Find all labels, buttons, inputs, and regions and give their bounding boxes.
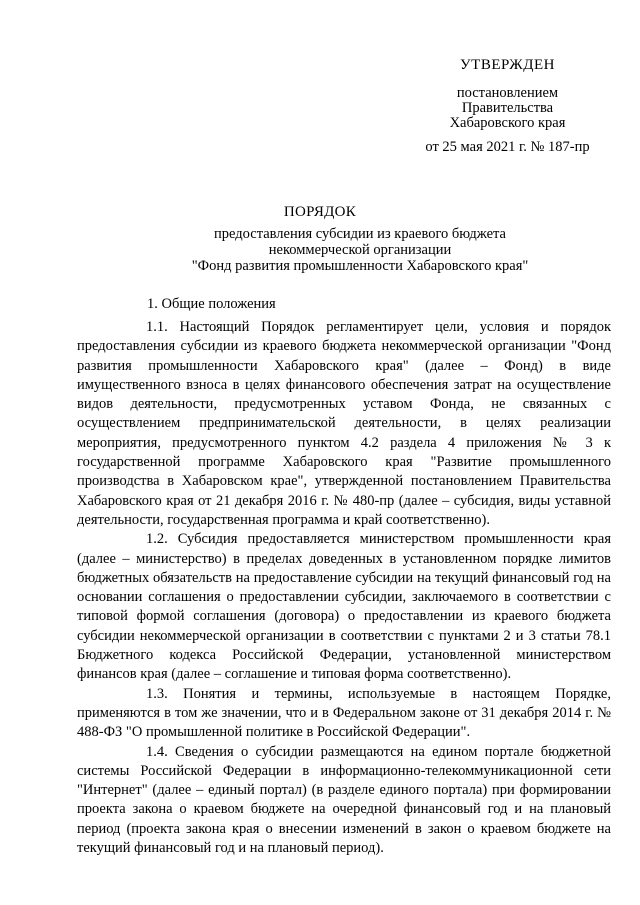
section-heading: 1. Общие положения	[147, 296, 276, 312]
section-body	[77, 318, 611, 858]
paragraph-1-1: 1.1. Настоящий Порядок регламентирует цели, условия и порядок предоставления субсидии из краевого бюджета некоммерческой организации "Фонд развития промышленности Хабаровского края" (далее – Фонд) в виде имущественного взноса в целях финансового обеспечения затрат на осуществление видов деятельности, предусмотренных уставом Фонда, не связанных с осуществлением предпринимательской деятельности, в целях реализации мероприятия, предусмотренного пунктом 4.2 раздела 4 приложения № 3 к государственной программе Хабаровского края "Развитие промышленного производства в Хабаровском крае", утвержденной постановлением Правительства Хабаровского края от 21 декабря 2016 г. № 480-пр (далее – субсидия, виды уставной деятельности, государственная программа и край соответственно).	[77, 319, 611, 528]
document-title: ПОРЯДОК	[283, 204, 357, 220]
approval-heading: УТВЕРЖДЕН	[460, 57, 555, 73]
approval-line: постановлением	[456, 85, 559, 101]
approval-date: от 25 мая 2021 г. № 187-пр	[425, 139, 590, 155]
approval-line: Хабаровского края	[449, 115, 566, 131]
subtitle-line: предоставления субсидии из краевого бюджета	[214, 226, 506, 242]
paragraph-1-2: 1.2. Субсидия предоставляется министерством промышленности края (далее – министерство) в пределах доведенных в установленном порядке лимитов бюджетных обязательств на предоставление субсидии на текущий финансовый год на основании соглашения о предоставлении субсидии, заключаемого в соответствии с типовой формой соглашения (договора) о предоставлении из краевого бюджета субсидии некоммерческой организации в соответствии с пунктами 2 и 3 статьи 78.1 Бюджетного кодекса Российской Федерации, установленной министерством финансов края (далее – соглашение и типовая форма соответственно).	[77, 531, 611, 683]
paragraph-1-3: 1.3. Понятия и термины, используемые в настоящем Порядке, применяются в том же значении, что и в Федеральном законе от 31 декабря 2014 г. № 488-ФЗ "О промышленной политике в Российской Федерации".	[77, 685, 611, 741]
approval-stamp	[415, 58, 600, 155]
document-subtitle	[0, 226, 640, 274]
subtitle-line: некоммерческой организации	[268, 242, 452, 258]
approval-line: Правительства	[461, 100, 554, 116]
paragraph-1-4: 1.4. Сведения о субсидии размещаются на едином портале бюджетной системы Российской Федерации в информационно-телекоммуникационной сети "Интернет" (далее – единый портал) (в разделе единого портала) при формировании проекта закона о краевом бюджете на очередной финансовый год и на плановый период (проекта закона края о внесении изменений в закон о краевом бюджете на текущий финансовый год и на плановый период).	[77, 743, 611, 857]
subtitle-line: "Фонд развития промышленности Хабаровского края"	[191, 258, 529, 274]
